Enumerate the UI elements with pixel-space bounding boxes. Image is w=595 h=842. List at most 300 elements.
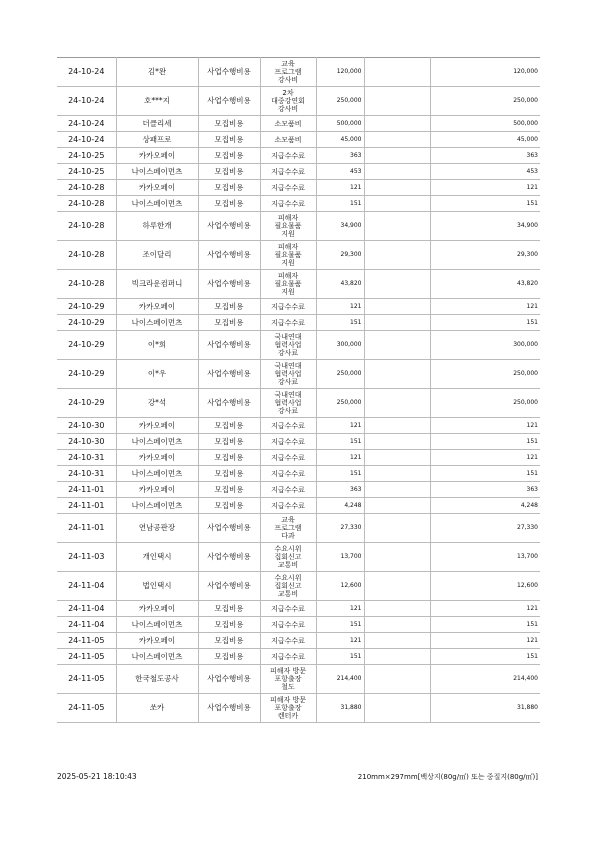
total-cell: 120,000	[430, 58, 540, 87]
vendor-cell: 카카오페이	[116, 633, 198, 649]
amount-cell: 43,820	[316, 270, 364, 299]
category-cell: 모집비용	[198, 498, 260, 514]
category-cell: 모집비용	[198, 164, 260, 180]
extra-cell	[364, 116, 430, 132]
amount-cell: 300,000	[316, 331, 364, 360]
vendor-cell: 더클리세	[116, 116, 198, 132]
vendor-cell: 카카오페이	[116, 299, 198, 315]
category-cell: 모집비용	[198, 299, 260, 315]
extra-cell	[364, 434, 430, 450]
date-cell: 24-11-05	[57, 649, 116, 665]
total-cell: 250,000	[430, 389, 540, 418]
description-cell	[260, 498, 316, 514]
expense-ledger-table	[57, 57, 540, 723]
description-cell	[260, 601, 316, 617]
vendor-cell: 법인택시	[116, 572, 198, 601]
vendor-cell: 카카오페이	[116, 180, 198, 196]
table-row	[57, 315, 540, 331]
amount-cell: 250,000	[316, 389, 364, 418]
total-cell: 250,000	[430, 360, 540, 389]
description-line: 지급수수료	[271, 151, 305, 160]
category-cell: 모집비용	[198, 196, 260, 212]
amount-cell: 121	[316, 180, 364, 196]
extra-cell	[364, 58, 430, 87]
description-cell	[260, 132, 316, 148]
date-cell: 24-11-01	[57, 498, 116, 514]
ledger-body	[57, 58, 540, 723]
table-row	[57, 270, 540, 299]
date-cell: 24-10-30	[57, 434, 116, 450]
description-line: 대중강연회	[271, 97, 305, 105]
category-cell: 사업수행비용	[198, 694, 260, 723]
date-cell: 24-10-24	[57, 87, 116, 116]
date-cell: 24-10-29	[57, 299, 116, 315]
vendor-cell: 강*석	[116, 389, 198, 418]
description-cell	[260, 180, 316, 196]
total-cell: 121	[430, 418, 540, 434]
date-cell: 24-11-05	[57, 665, 116, 694]
description-line: 수요시위	[274, 545, 302, 553]
extra-cell	[364, 180, 430, 196]
extra-cell	[364, 315, 430, 331]
table-row	[57, 87, 540, 116]
description-line: 강사료	[277, 349, 299, 357]
description-line: 프로그램	[274, 524, 302, 532]
category-cell: 모집비용	[198, 434, 260, 450]
date-cell: 24-11-04	[57, 617, 116, 633]
extra-cell	[364, 132, 430, 148]
vendor-cell: 나이스페이먼츠	[116, 649, 198, 665]
description-cell	[260, 649, 316, 665]
description-cell	[260, 617, 316, 633]
description-line: 교육	[281, 60, 295, 68]
amount-cell: 121	[316, 450, 364, 466]
vendor-cell: 호***지	[116, 87, 198, 116]
description-line: 지원	[281, 230, 295, 238]
description-line: 협력사업	[274, 341, 302, 349]
description-line: 렌터카	[277, 712, 299, 720]
description-line: 프로그램	[274, 68, 302, 76]
date-cell: 24-11-05	[57, 633, 116, 649]
total-cell: 27,330	[430, 514, 540, 543]
date-cell: 24-10-25	[57, 148, 116, 164]
extra-cell	[364, 360, 430, 389]
amount-cell: 151	[316, 315, 364, 331]
table-row	[57, 360, 540, 389]
description-line: 지급수수료	[271, 652, 305, 661]
description-line: 포항출장	[274, 704, 302, 712]
description-cell	[260, 572, 316, 601]
description-cell	[260, 694, 316, 723]
amount-cell: 500,000	[316, 116, 364, 132]
amount-cell: 363	[316, 482, 364, 498]
description-cell	[260, 58, 316, 87]
vendor-cell: 상패프로	[116, 132, 198, 148]
description-cell	[260, 389, 316, 418]
description-line: 지급수수료	[271, 421, 305, 430]
extra-cell	[364, 482, 430, 498]
total-cell: 121	[430, 601, 540, 617]
category-cell: 모집비용	[198, 180, 260, 196]
description-line: 지급수수료	[271, 604, 305, 613]
total-cell: 214,400	[430, 665, 540, 694]
description-line: 협력사업	[274, 370, 302, 378]
total-cell: 29,300	[430, 241, 540, 270]
print-timestamp: 2025-05-21 18:10:43	[57, 772, 137, 781]
date-cell: 24-10-28	[57, 212, 116, 241]
category-cell: 사업수행비용	[198, 514, 260, 543]
category-cell: 사업수행비용	[198, 331, 260, 360]
extra-cell	[364, 418, 430, 434]
extra-cell	[364, 601, 430, 617]
amount-cell: 151	[316, 196, 364, 212]
amount-cell: 250,000	[316, 87, 364, 116]
table-row	[57, 466, 540, 482]
extra-cell	[364, 649, 430, 665]
total-cell: 151	[430, 466, 540, 482]
description-line: 협력사업	[274, 399, 302, 407]
date-cell: 24-11-01	[57, 482, 116, 498]
total-cell: 45,000	[430, 132, 540, 148]
table-row	[57, 331, 540, 360]
description-cell	[260, 665, 316, 694]
date-cell: 24-11-03	[57, 543, 116, 572]
category-cell: 모집비용	[198, 148, 260, 164]
description-cell	[260, 466, 316, 482]
date-cell: 24-10-28	[57, 241, 116, 270]
table-row	[57, 116, 540, 132]
description-line: 필요물품	[274, 222, 302, 230]
amount-cell: 121	[316, 299, 364, 315]
description-cell	[260, 331, 316, 360]
description-line: 소모품비	[274, 119, 302, 128]
vendor-cell: 하루한개	[116, 212, 198, 241]
description-line: 수요시위	[274, 574, 302, 582]
table-row	[57, 633, 540, 649]
description-cell	[260, 360, 316, 389]
description-line: 지급수수료	[271, 318, 305, 327]
vendor-cell: 카카오페이	[116, 450, 198, 466]
category-cell: 사업수행비용	[198, 58, 260, 87]
total-cell: 151	[430, 196, 540, 212]
vendor-cell: 나이스페이먼츠	[116, 164, 198, 180]
description-line: 지급수수료	[271, 620, 305, 629]
table-row	[57, 132, 540, 148]
extra-cell	[364, 148, 430, 164]
vendor-cell: 나이스페이먼츠	[116, 315, 198, 331]
total-cell: 12,600	[430, 572, 540, 601]
date-cell: 24-10-29	[57, 331, 116, 360]
category-cell: 모집비용	[198, 601, 260, 617]
amount-cell: 13,700	[316, 543, 364, 572]
date-cell: 24-10-28	[57, 196, 116, 212]
description-line: 지급수수료	[271, 485, 305, 494]
description-line: 지급수수료	[271, 501, 305, 510]
vendor-cell: 쏘카	[116, 694, 198, 723]
category-cell: 사업수행비용	[198, 87, 260, 116]
amount-cell: 31,880	[316, 694, 364, 723]
total-cell: 363	[430, 482, 540, 498]
table-row	[57, 601, 540, 617]
description-line: 국내연대	[274, 362, 302, 370]
extra-cell	[364, 514, 430, 543]
extra-cell	[364, 87, 430, 116]
vendor-cell: 카카오페이	[116, 601, 198, 617]
description-cell	[260, 482, 316, 498]
table-row	[57, 196, 540, 212]
vendor-cell: 카카오페이	[116, 482, 198, 498]
total-cell: 151	[430, 315, 540, 331]
description-line: 교육	[281, 516, 295, 524]
category-cell: 모집비용	[198, 633, 260, 649]
category-cell: 모집비용	[198, 315, 260, 331]
paper-spec: 210mm×297mm[백상지(80g/㎡) 또는 중질지(80g/㎡)]	[357, 773, 538, 781]
table-row	[57, 164, 540, 180]
description-line: 필요물품	[274, 251, 302, 259]
amount-cell: 363	[316, 148, 364, 164]
extra-cell	[364, 617, 430, 633]
total-cell: 13,700	[430, 543, 540, 572]
total-cell: 500,000	[430, 116, 540, 132]
description-line: 교통비	[277, 590, 299, 598]
description-cell	[260, 270, 316, 299]
description-line: 2차	[282, 89, 294, 97]
description-line: 집회신고	[274, 582, 302, 590]
amount-cell: 250,000	[316, 360, 364, 389]
date-cell: 24-10-29	[57, 389, 116, 418]
vendor-cell: 카카오페이	[116, 418, 198, 434]
description-line: 지급수수료	[271, 302, 305, 311]
total-cell: 151	[430, 649, 540, 665]
category-cell: 사업수행비용	[198, 360, 260, 389]
table-row	[57, 694, 540, 723]
amount-cell: 453	[316, 164, 364, 180]
category-cell: 모집비용	[198, 418, 260, 434]
amount-cell: 214,400	[316, 665, 364, 694]
category-cell: 사업수행비용	[198, 665, 260, 694]
amount-cell: 120,000	[316, 58, 364, 87]
vendor-cell: 이*우	[116, 360, 198, 389]
table-row	[57, 148, 540, 164]
description-line: 피해자	[277, 272, 299, 280]
extra-cell	[364, 299, 430, 315]
date-cell: 24-10-31	[57, 450, 116, 466]
amount-cell: 4,248	[316, 498, 364, 514]
vendor-cell: 카카오페이	[116, 148, 198, 164]
vendor-cell: 빅크라운컴퍼니	[116, 270, 198, 299]
vendor-cell: 나이스페이먼츠	[116, 196, 198, 212]
description-cell	[260, 116, 316, 132]
table-row	[57, 450, 540, 466]
table-row	[57, 241, 540, 270]
table-row	[57, 212, 540, 241]
date-cell: 24-11-04	[57, 601, 116, 617]
total-cell: 453	[430, 164, 540, 180]
extra-cell	[364, 543, 430, 572]
vendor-cell: 김*완	[116, 58, 198, 87]
category-cell: 모집비용	[198, 450, 260, 466]
description-line: 지급수수료	[271, 636, 305, 645]
extra-cell	[364, 665, 430, 694]
table-row	[57, 649, 540, 665]
description-cell	[260, 212, 316, 241]
vendor-cell: 나이스페이먼츠	[116, 617, 198, 633]
description-line: 강사비	[277, 105, 299, 113]
vendor-cell: 이*희	[116, 331, 198, 360]
description-line: 지급수수료	[271, 437, 305, 446]
extra-cell	[364, 466, 430, 482]
date-cell: 24-11-01	[57, 514, 116, 543]
total-cell: 121	[430, 180, 540, 196]
extra-cell	[364, 572, 430, 601]
description-line: 철도	[281, 683, 295, 691]
description-cell	[260, 543, 316, 572]
extra-cell	[364, 450, 430, 466]
date-cell: 24-10-29	[57, 360, 116, 389]
description-cell	[260, 164, 316, 180]
total-cell: 151	[430, 434, 540, 450]
amount-cell: 151	[316, 466, 364, 482]
total-cell: 363	[430, 148, 540, 164]
amount-cell: 29,300	[316, 241, 364, 270]
category-cell: 사업수행비용	[198, 572, 260, 601]
table-row	[57, 389, 540, 418]
description-line: 국내연대	[274, 391, 302, 399]
total-cell: 34,900	[430, 212, 540, 241]
amount-cell: 151	[316, 649, 364, 665]
table-row	[57, 58, 540, 87]
vendor-cell: 나이스페이먼츠	[116, 466, 198, 482]
table-row	[57, 482, 540, 498]
table-row	[57, 572, 540, 601]
vendor-cell: 연남공판장	[116, 514, 198, 543]
total-cell: 121	[430, 299, 540, 315]
description-cell	[260, 87, 316, 116]
category-cell: 사업수행비용	[198, 543, 260, 572]
description-cell	[260, 299, 316, 315]
description-line: 교통비	[277, 561, 299, 569]
extra-cell	[364, 196, 430, 212]
extra-cell	[364, 498, 430, 514]
extra-cell	[364, 164, 430, 180]
extra-cell	[364, 331, 430, 360]
description-line: 지급수수료	[271, 167, 305, 176]
date-cell: 24-10-29	[57, 315, 116, 331]
date-cell: 24-11-04	[57, 572, 116, 601]
table-row	[57, 498, 540, 514]
date-cell: 24-10-24	[57, 116, 116, 132]
description-line: 지급수수료	[271, 469, 305, 478]
date-cell: 24-10-28	[57, 180, 116, 196]
extra-cell	[364, 694, 430, 723]
amount-cell: 45,000	[316, 132, 364, 148]
extra-cell	[364, 270, 430, 299]
category-cell: 모집비용	[198, 116, 260, 132]
description-cell	[260, 418, 316, 434]
category-cell: 사업수행비용	[198, 389, 260, 418]
table-row	[57, 299, 540, 315]
amount-cell: 12,600	[316, 572, 364, 601]
amount-cell: 34,900	[316, 212, 364, 241]
category-cell: 모집비용	[198, 649, 260, 665]
vendor-cell: 나이스페이먼츠	[116, 498, 198, 514]
description-cell	[260, 315, 316, 331]
description-cell	[260, 450, 316, 466]
total-cell: 300,000	[430, 331, 540, 360]
description-line: 피해자 방문	[269, 667, 307, 675]
description-line: 포항출장	[274, 675, 302, 683]
description-line: 소모품비	[274, 135, 302, 144]
description-line: 지급수수료	[271, 199, 305, 208]
total-cell: 250,000	[430, 87, 540, 116]
description-line: 강사료	[277, 407, 299, 415]
extra-cell	[364, 241, 430, 270]
vendor-cell: 개인택시	[116, 543, 198, 572]
table-row	[57, 514, 540, 543]
description-line: 피해자	[277, 214, 299, 222]
description-line: 강사료	[277, 378, 299, 386]
description-line: 지급수수료	[271, 453, 305, 462]
extra-cell	[364, 389, 430, 418]
date-cell: 24-11-05	[57, 694, 116, 723]
amount-cell: 121	[316, 633, 364, 649]
total-cell: 31,880	[430, 694, 540, 723]
description-cell	[260, 241, 316, 270]
description-cell	[260, 148, 316, 164]
category-cell: 모집비용	[198, 466, 260, 482]
vendor-cell: 한국철도공사	[116, 665, 198, 694]
category-cell: 모집비용	[198, 617, 260, 633]
total-cell: 151	[430, 617, 540, 633]
category-cell: 사업수행비용	[198, 212, 260, 241]
description-cell	[260, 434, 316, 450]
total-cell: 121	[430, 450, 540, 466]
vendor-cell: 조이달리	[116, 241, 198, 270]
category-cell: 사업수행비용	[198, 241, 260, 270]
description-line: 피해자	[277, 243, 299, 251]
amount-cell: 151	[316, 617, 364, 633]
date-cell: 24-10-25	[57, 164, 116, 180]
date-cell: 24-10-30	[57, 418, 116, 434]
description-line: 다과	[281, 532, 295, 540]
table-row	[57, 180, 540, 196]
description-line: 피해자 방문	[269, 696, 307, 704]
table-row	[57, 665, 540, 694]
description-line: 지원	[281, 259, 295, 267]
vendor-cell: 나이스페이먼츠	[116, 434, 198, 450]
description-cell	[260, 514, 316, 543]
date-cell: 24-10-24	[57, 58, 116, 87]
table-row	[57, 617, 540, 633]
table-row	[57, 418, 540, 434]
description-line: 필요물품	[274, 280, 302, 288]
table-row	[57, 543, 540, 572]
table-row	[57, 434, 540, 450]
date-cell: 24-10-28	[57, 270, 116, 299]
description-line: 지급수수료	[271, 183, 305, 192]
extra-cell	[364, 633, 430, 649]
extra-cell	[364, 212, 430, 241]
total-cell: 4,248	[430, 498, 540, 514]
category-cell: 모집비용	[198, 132, 260, 148]
description-cell	[260, 196, 316, 212]
amount-cell: 121	[316, 418, 364, 434]
total-cell: 43,820	[430, 270, 540, 299]
date-cell: 24-10-31	[57, 466, 116, 482]
category-cell: 모집비용	[198, 482, 260, 498]
description-line: 국내연대	[274, 333, 302, 341]
amount-cell: 151	[316, 434, 364, 450]
